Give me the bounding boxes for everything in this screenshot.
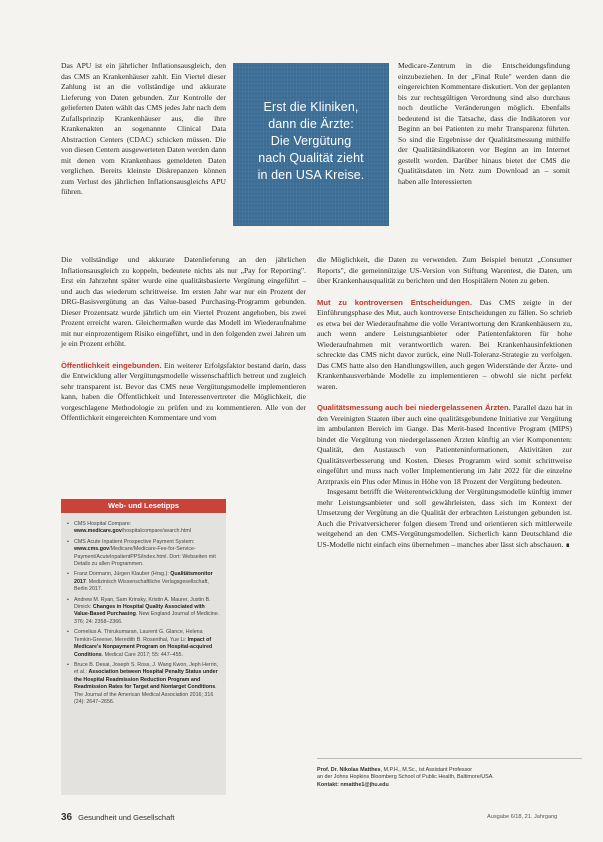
tips-list xyxy=(61,513,226,706)
paragraph xyxy=(317,298,572,393)
callout-line: Die Vergütung xyxy=(270,134,352,148)
callout-text xyxy=(241,99,381,184)
paragraph-text: Ein weiterer Erfolgsfaktor bestand darin, dass die Entwicklung aller Vergütungsmodelle wissenschaftlich betreut und zugleich sehr transparent ist. Bevor das CMS neue Vergütungsmodelle implementieren kann, haben die Öffentlichkeit und Interessenvertreter die Möglichkeit, die vorgeschlagene Methodologie zu prüfen und zu kommentieren. Alle von der Öffentlichkeit eingereichten Kommentare und vom xyxy=(61,360,306,422)
list-item: ▪ Andrew M. Ryan, Sam Krinsky, Kristin A. Maurer, Justin B. Dimick: Changes in Hospital Quality Associated with Value-Based Purchasing. New England Journal of Medicine. 376; 24: 2358–2366. xyxy=(67,596,220,625)
list-item: ▪ Franz Dormann, Jürgen Klauber (Hrsg.): Qualitätsmonitor 2017. Medizinisch Wissenschaftliche Verlagsgesellschaft, Berlin 2017. xyxy=(67,571,213,593)
bullet-icon: ▪ xyxy=(67,571,69,578)
paragraph: die Möglichkeit, die Daten zu verwenden. Zum Beispiel benutzt „Consumer Reports", die gemeinnützige US-Version von Stiftung Warentest, die Daten, um über Krankenhausqualität zu berichten und den Hospitälern Noten zu geben. xyxy=(317,255,572,285)
contact-email[interactable]: nmatthe1@jhu.edu xyxy=(340,781,389,788)
footer-left xyxy=(61,812,174,823)
subheading: Qualitätsmessung auch bei niedergelassenen Ärzten. xyxy=(317,403,511,412)
subheading: Öffentlichkeit eingebunden. xyxy=(61,360,162,370)
list-item: ▪ CMS Acute Inpatient Prospective Payment System: www.cms.gov/Medicare/Medicare-Fee-for-Service-Payment/AcuteInpatientPPS/index.html. Dort: Webseiten mit Details zu allen Programmen. xyxy=(67,538,216,568)
list-item: ▪ Cornelius A. Thirukumaran, Laurent G. Glance, Helena Temkin-Greener, Meredith B. Rosenthal, Yue Li: Impact of Medicare's Nonpayment Program on Hospital-acquired Conditions. Medical Care 2017; 55: 447–455. xyxy=(67,629,213,658)
box-title: Web- und Lesetipps xyxy=(61,499,226,513)
paragraph-text: Parallel dazu hat in den Vereinigten Staaten über auch eine qualitätsgebundene Initiative zur Vergütung im ambulanten Bereich im Gange. Das Merit-based Incentive Program (MIPS) bindet die Vergütung von niedergelassenen Ärzten künftig an vier Komponenten: Qualität, den Austausch von Patienteninformationen, Aktivitäten zur Qualitätsverbesserung und Kosten. Dieses Programm wird somit schrittweise eingeführt und muss nach voller Implementierung im Jahr 2022 für die einzelne Arztpraxis ein Plus oder Minus in Höhe von 18 Prozent der Vergütung bedeuten. xyxy=(317,403,573,486)
column-right xyxy=(317,255,572,550)
reading-tips-box xyxy=(61,499,226,795)
paragraph-text: Insgesamt betrifft die Weiterentwicklung der Vergütungsmodelle künftig immer mehr Leistungsanbieter und soll gewährleisten, dass sich im Kontext der Umsetzung der Vergütung an die Qualität der erbrachten Leistungen gebunden ist. Auch die Privatversicherer folgen diesem Trend und orientieren sich mittlerweile weitgehend an den CMS-Vergütungsmodellen. Sicherlich kann Deutschland die US-Modelle nicht einfach eins übernehmen – manches aber lässt sich abschauen. xyxy=(317,487,572,549)
column-left xyxy=(61,61,226,198)
author-name: Prof. Dr. Nikolas Matthes xyxy=(317,767,381,773)
column-left-wide xyxy=(61,255,306,424)
subheading: Mut zu kontroversen Entscheidungen. xyxy=(317,297,472,307)
callout-line: in den USA Kreise. xyxy=(257,168,365,182)
callout-line: nach Qualität zieht xyxy=(258,151,364,165)
author-affiliation: an der Johns Hopkins Bloomberg School of Public Health, Baltimore/USA. xyxy=(317,774,494,781)
article-title: Impact of Medicare's Nonpayment Program on Hospital-acquired Conditions xyxy=(74,636,213,658)
contact-label: Kontakt: xyxy=(317,781,341,788)
bullet-icon: ▪ xyxy=(67,629,69,636)
page-number: 36 xyxy=(61,812,73,823)
end-mark: ∎ xyxy=(565,539,571,549)
link-text[interactable]: www.medicare.gov xyxy=(74,528,122,535)
paragraph xyxy=(317,403,572,487)
author-note xyxy=(317,758,582,789)
bullet-icon: ▪ xyxy=(67,596,69,603)
callout-image xyxy=(233,63,389,226)
section-name: Gesundheit und Gesellschaft xyxy=(78,813,175,822)
list-item: ▪ CMS Hospital Compare: www.medicare.gov/hospitalcompare/search.html xyxy=(67,521,191,535)
callout-line: dann die Ärzte: xyxy=(268,117,354,131)
list-item: ▪ Bruce B. Desai, Joseph S. Ross, J. Wang Kwon, Jeph Herrin, et al.: Association between Hospital Penalty Status under the Hospital Readmission Reduction Program and Readmission Rates for Target and Nontarget Conditions. The Journal of the American Medical Association 2016; 316 (24): 2647–2656. xyxy=(67,661,219,705)
paragraph: Das APU ist ein jährlicher Inflationsausgleich, den das CMS an Krankenhäuser zahlt. Ein Viertel dieser Zahlung ist an die vollständige und akkurate Lieferung von Daten gebunden. Zur Kontrolle der gelieferten Daten wählt das CMS jedes Jahr nach dem Zufallsprinzip Krankenhäuser aus, die ihre Krankenakten an sogenannte Clinical Data Abstraction Centers (CDAC) schicken müssen. Die von diesen Centern ausgewerteten Daten werden dann mit denen vom Krankenhaus gemeldeten Daten verglichen. Bereits kleinste Diskrepanzen können zum Verlust des jährlichen Inflationsausgleichs APU führen. xyxy=(61,61,226,196)
footer-issue: Ausgabe 6/18, 21. Jahrgang xyxy=(487,814,558,820)
bullet-icon: ▪ xyxy=(67,538,69,545)
column-right-top xyxy=(398,61,570,187)
paragraph xyxy=(61,361,306,424)
paragraph-text: Das CMS zeigte in der Einführungsphase des Mut, auch kontroverse Entscheidungen zu fällen. So schrieb es etwa bei der Wiederaufnahme die volle Verantwortung den Krankenhäusern zu, auch wenn andere Leistungsanbieter oder Patientenfaktoren für hohe Wiederaufnahmen mit verantwortlich waren. Bei Krankenhausinfektionen schreckte das CMS nicht davor zurück, eine Null-Toleranz-Strategie zu verfolgen. Das CMS hatte also den Handlungswillen, auch gegen Widerstände der Ärzte- und Krankenhausverbände Modelle zu implementieren – obwohl sie nicht perfekt waren. xyxy=(317,297,572,391)
article-title: Changes in Hospital Quality Associated with Value-Based Purchasing xyxy=(74,604,205,618)
author-credentials: , M.P.H., M.Sc., ist Assistant Professor xyxy=(380,767,473,773)
paragraph: Medicare-Zentrum in die Entscheidungsfindung einzubeziehen. In der „Final Rule" werden dann die eingereichten Kommentare diskutiert. Von der geplanten bis zur rechtsgültigen Verordnung sind also durchaus noch deutliche Veränderungen möglich. Ebenfalls bedeutend ist die Tatsache, dass die Indikatoren vor Beginn an bei Patienten zu mehr Transparenz führten. So sind die Ergebnisse der Qualitätsmessung mithilfe der Qualitätsindikatoren vor Beginn an im Internet gestellt worden. Darüber hinaus bietet der CMS die Qualitätsdaten im Netz zum Download an – somit haben alle Interessierten xyxy=(398,61,570,186)
paragraph: Die vollständige und akkurate Datenlieferung an den jährlichen Inflationsausgleich zu koppeln, bedeutete nichts als nur „Pay for Reporting". Erst ein Jahrzehnt später wurde eine qualitätsbasierte Vergütung eingeführt – und auch das wiederum schrittweise. Im ersten Jahr war nur ein Prozent der DRG-Basisvergütung an das Value-based Purchasing-Programm gebunden. Dieser Prozentsatz wurde jährlich um ein Viertel Prozent angehoben, bis zwei Prozent erreicht waren. Gleichermaßen wurde das Modell im Wiederaufnahme mit nur einprozentigem Risiko eingeführt, und in den folgenden zwei Jahren um je ein Prozent erhöht. xyxy=(61,255,306,348)
bullet-icon: ▪ xyxy=(67,661,69,668)
book-title: Qualitätsmonitor 2017 xyxy=(74,571,213,585)
bullet-icon: ▪ xyxy=(67,521,69,527)
article-title: Association between Hospital Penalty Status under the Hospital Readmission Reduction Program and Readmission Rates for Target and Nontarget Conditions xyxy=(74,669,218,691)
link-text[interactable]: www.cms.gov xyxy=(74,546,110,553)
divider xyxy=(317,758,582,759)
callout-line: Erst die Kliniken, xyxy=(263,100,359,114)
paragraph xyxy=(317,487,572,550)
